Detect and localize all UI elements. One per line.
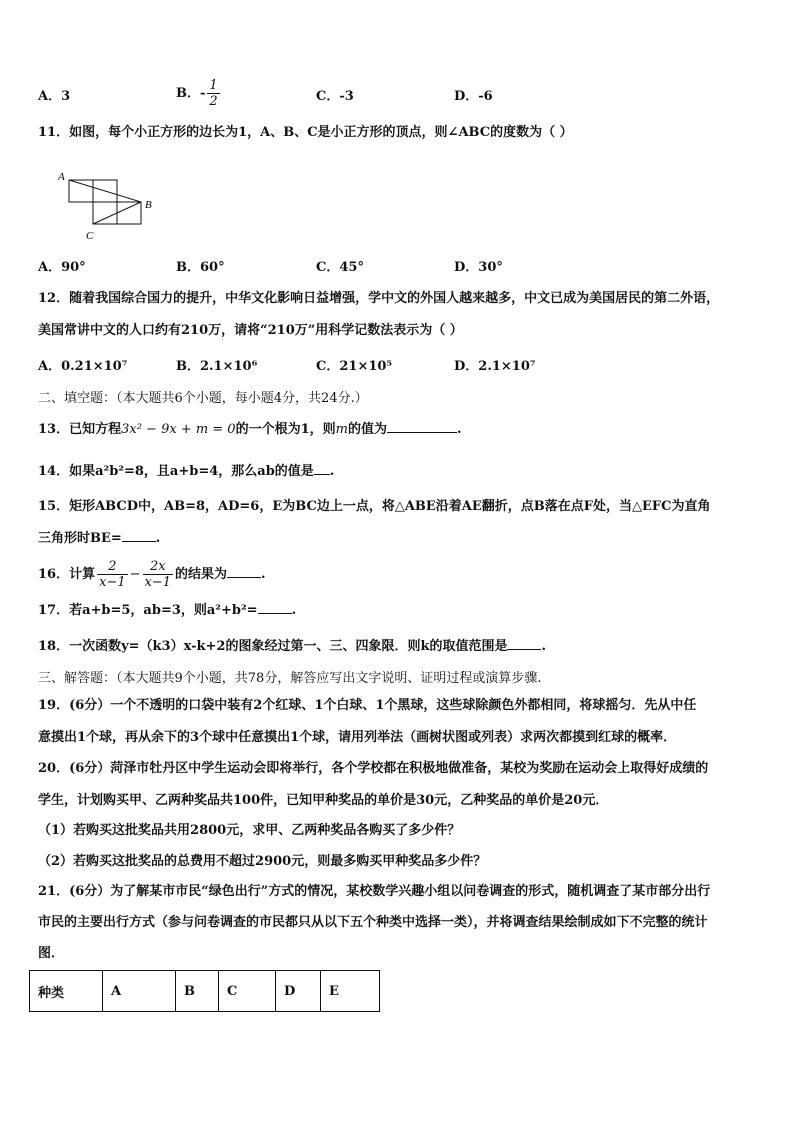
q16-fraction-1	[97, 559, 128, 590]
q16-fraction-2-denominator: x−1	[144, 575, 171, 590]
q18-answer-blank[interactable]	[507, 649, 541, 650]
q19-line1: 19．(6分）一个不透明的口袋中装有2个红球、1个白球、1个黑球，这些球除颜色外都相同，将球摇匀．先从中任	[38, 698, 697, 713]
q10-option-d: D．-6	[454, 89, 493, 104]
q15-answer-blank[interactable]	[122, 541, 156, 542]
q11-option-a: A．90°	[38, 260, 86, 275]
table-cell: C	[219, 971, 276, 1012]
q11-label-a: A	[58, 171, 65, 183]
q18-line	[38, 638, 546, 656]
section2-heading: 二、填空题：（本大题共6个小题，每小题4分，共24分.）	[38, 391, 368, 406]
q21-line2: 市民的主要出行方式（参与问卷调查的市民都只从以下五个种类中选择一类），并将调查结果绘制成如下不完整的统计	[38, 915, 708, 930]
q14-end: .	[329, 464, 335, 479]
q20-sub-question-1: （1）若购买这批奖品共用2800元，求甲、乙两种奖品各购买了多少件？	[38, 823, 461, 838]
q16-fraction-1-denominator: x−1	[99, 575, 126, 590]
q20-line1: 20．(6分）菏泽市牡丹区中学生运动会即将举行，各个学校都在积极地做准备，某校为奖励在运动会上取得好成绩的	[38, 761, 709, 776]
q11-grid-figure	[55, 168, 165, 243]
q14-answer-blank[interactable]	[314, 474, 330, 475]
q15-end: .	[155, 531, 161, 546]
q17-end: .	[291, 603, 297, 618]
q16-fraction-1-numerator: 2	[97, 559, 128, 575]
q14-line	[38, 463, 334, 481]
q18-text: 18．一次函数y=（k3）x-k+2的图象经过第一、三、四象限．则k的取值范围是	[38, 639, 508, 654]
q14-text: 14．如果a²b²=8，且a+b=4，那么ab的值是	[38, 464, 314, 479]
q12-option-c: C．21×10⁵	[316, 359, 393, 374]
q17-text: 17．若a+b=5，ab=3，则a²+b²=	[38, 603, 258, 618]
q11-option-c: C．45°	[316, 260, 364, 275]
q13-var: m	[335, 422, 348, 437]
q19-line2: 意摸出1个球，再从余下的3个球中任意摸出1个球，请用列举法（画树状图或列表）求两次都摸到红球的概率．	[38, 730, 677, 745]
q12-option-a: A．0.21×10⁷	[38, 359, 128, 374]
q10-option-b	[176, 78, 222, 109]
q12-option-d: D．2.1×10⁷	[454, 359, 536, 374]
q15-line2	[38, 530, 160, 548]
q21-line3: 图．	[38, 946, 65, 961]
table-header-cell: 种类	[30, 971, 103, 1012]
q13-end: .	[456, 422, 462, 437]
q16-minus: −	[129, 567, 141, 582]
q13-equation: 3x² − 9x + m = 0	[121, 422, 236, 437]
q13-tail: 的值为	[347, 422, 387, 437]
q13-line	[38, 421, 462, 439]
table-row	[30, 971, 380, 1012]
q10-option-b-numerator: 1	[209, 78, 218, 93]
q11-option-b: B．60°	[176, 260, 225, 275]
q18-end: .	[541, 639, 546, 654]
q11-label-b: B	[145, 199, 152, 211]
q12-stem-line2: 美国常讲中文的人口约有210万，请将“210万”用科学记数法表示为（ ）	[38, 323, 463, 338]
category-table	[29, 970, 380, 1012]
table-cell: E	[321, 971, 380, 1012]
q16-suffix: 的结果为	[175, 567, 228, 582]
table-cell: A	[103, 971, 176, 1012]
q16-answer-blank[interactable]	[227, 577, 261, 578]
section3-heading: 三、解答题：（本大题共9个小题，共78分，解答应写出文字说明、证明过程或演算步骤.	[38, 671, 542, 686]
q10-option-b-fraction	[207, 78, 219, 109]
q20-line2: 学生，计划购买甲、乙两种奖品共100件，已知甲种奖品的单价是30元，乙种奖品的单价是20元．	[38, 793, 609, 808]
q16-line	[38, 555, 266, 595]
q11-stem: 11．如图，每个小正方形的边长为1，A、B、C是小正方形的顶点，则∠ABC的度数为（ ）	[38, 125, 573, 140]
table-cell: D	[276, 971, 321, 1012]
q11-grid-square-3	[93, 202, 117, 224]
q13-suffix: 的一个根为1，则	[235, 422, 336, 437]
q10-option-c: C．-3	[316, 89, 354, 104]
q16-prefix: 16．计算	[38, 567, 96, 582]
q15-stem-line1: 15．矩形ABCD中，AB=8，AD=6，E为BC边上一点，将△ABE沿着AE翻折，点B落在点F处，当△EFC为直角	[38, 499, 711, 514]
q10-option-b-prefix: B．-	[176, 86, 206, 101]
q15-stem-line2: 三角形时BE=	[38, 531, 122, 546]
q20-sub-question-2: （2）若购买这批奖品的总费用不超过2900元，则最多购买甲种奖品多少件？	[38, 854, 487, 869]
q10-option-b-denominator: 2	[209, 94, 218, 109]
q11-segment-ab	[69, 180, 141, 202]
q21-line1: 21．(6分）为了解某市市民“绿色出行”方式的情况，某校数学兴趣小组以问卷调查的形式，随机调查了某市部分出行	[38, 884, 711, 899]
q13-answer-blank[interactable]	[387, 432, 457, 433]
q17-line	[38, 602, 296, 620]
q12-option-b: B．2.1×10⁶	[176, 359, 258, 374]
q17-answer-blank[interactable]	[258, 613, 292, 614]
q16-end: .	[261, 567, 266, 582]
q11-label-c: C	[86, 230, 94, 242]
q16-fraction-2	[143, 559, 174, 590]
q11-grid-square-4	[117, 202, 141, 224]
table-cell: B	[176, 971, 219, 1012]
q11-option-d: D．30°	[454, 260, 503, 275]
q13-prefix: 13．已知方程	[38, 422, 122, 437]
q16-fraction-2-numerator: 2x	[143, 559, 174, 575]
q12-stem-line1: 12．随着我国综合国力的提升，中华文化影响日益增强，学中文的外国人越来越多，中文已成为美国居民的第二外语，	[38, 291, 720, 306]
q10-option-a: A．3	[38, 89, 71, 104]
